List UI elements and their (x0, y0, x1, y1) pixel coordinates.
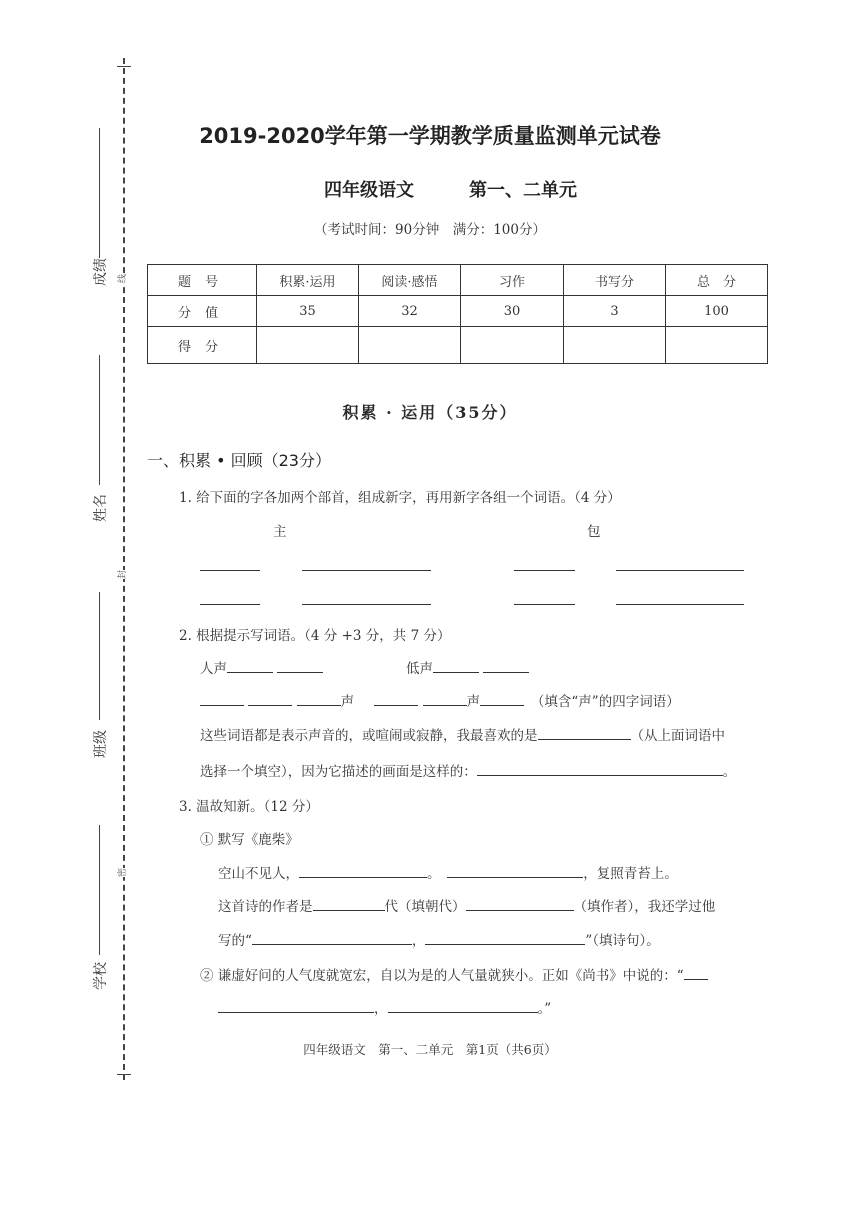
grade-subject: 四年级语文 (324, 180, 414, 201)
answer-blank[interactable] (302, 604, 431, 605)
score-cell-total[interactable] (666, 327, 768, 364)
sheng-char: 声 (340, 694, 355, 710)
margin-label-score: 成绩 (93, 258, 109, 286)
line-text: （填作者），我还学过他 (573, 899, 716, 915)
question-2: 2. 根据提示写词语。（4 分 +3 分，共 7 分） (179, 628, 451, 644)
answer-blank[interactable] (302, 570, 431, 571)
answer-blank[interactable] (433, 658, 479, 673)
binding-char-feng: 封 (115, 570, 128, 579)
answer-blank[interactable] (200, 604, 260, 605)
comma: ， (374, 1001, 388, 1017)
label-disheng: 低声 (406, 661, 433, 677)
value-writing: 30 (461, 296, 564, 327)
answer-blank[interactable] (200, 570, 260, 571)
sentence-text: （从上面词语中 (630, 728, 725, 744)
q2-note: （填含“声”的四字词语） (530, 694, 680, 710)
answer-blank[interactable] (616, 570, 744, 571)
sentence-text: 选择一个填空），因为它描述的画面是这样的： (200, 764, 477, 780)
answer-blank[interactable] (277, 658, 323, 673)
answer-blank[interactable] (425, 930, 585, 945)
q3-sub2-blanks (218, 997, 551, 1017)
unit-title: 第一、二单元 (469, 180, 577, 201)
line-text: 代（填朝代） (384, 899, 466, 915)
answer-blank[interactable] (477, 761, 723, 776)
answer-blank[interactable] (447, 863, 583, 878)
score-cell-reading[interactable] (359, 327, 461, 364)
margin-label-school: 学校 (93, 962, 109, 990)
answer-blank[interactable] (252, 930, 412, 945)
line-text: ”（填诗句）。 (585, 933, 660, 949)
part-heading: 一、积累 • 回顾（23分） (147, 451, 331, 470)
answer-blank[interactable] (313, 896, 385, 911)
period: 。 (722, 764, 737, 780)
q2-row1-left (200, 657, 323, 677)
answer-blank[interactable] (227, 658, 273, 673)
exam-info: （考试时间：90分钟 满分：100分） (314, 222, 546, 238)
q2-row1-right (406, 657, 529, 677)
row-label-number: 题号 (148, 265, 257, 296)
question-3: 3. 温故知新。（12 分） (179, 799, 319, 815)
poem-text: ，复照青苔上。 (583, 866, 678, 882)
margin-label-class: 班级 (93, 730, 109, 758)
answer-blank[interactable] (388, 998, 538, 1013)
q3-poem-quote (218, 929, 660, 949)
answer-blank[interactable] (684, 965, 708, 980)
answer-blank[interactable] (514, 570, 575, 571)
col-accumulate: 积累·运用 (257, 265, 359, 296)
section-heading: 积累 · 运用（35分） (342, 403, 518, 422)
value-handwriting: 3 (564, 296, 666, 327)
label-rensheng: 人声 (200, 661, 227, 677)
q3-sub2 (200, 964, 708, 984)
sheng-char: 声 (466, 694, 481, 710)
q2-sentence-1 (200, 724, 725, 744)
sentence-text: 这些词语都是表示声音的，或喧闹或寂静，我最喜欢的是 (200, 728, 538, 744)
answer-blank[interactable] (299, 863, 427, 878)
line-text: 这首诗的作者是 (218, 899, 313, 915)
school-line (99, 825, 100, 955)
binding-char-xian: 线 (115, 274, 128, 283)
col-reading: 阅读·感悟 (359, 265, 461, 296)
binding-tick-bottom (117, 1074, 131, 1075)
col-handwriting: 书写分 (564, 265, 666, 296)
char-bao: 包 (587, 524, 601, 540)
binding-tick-top (117, 66, 131, 67)
margin-label-name: 姓名 (93, 494, 109, 522)
answer-blank[interactable] (200, 691, 244, 706)
class-line (99, 592, 100, 720)
score-table (147, 264, 768, 364)
line-text: ， (411, 933, 426, 949)
binding-char-mi: 密 (115, 868, 128, 877)
value-accumulate: 35 (257, 296, 359, 327)
answer-blank[interactable] (483, 658, 529, 673)
answer-blank[interactable] (423, 691, 467, 706)
q2-row2 (200, 690, 680, 710)
q3-author-line (218, 895, 715, 915)
row-label-value: 分值 (148, 296, 257, 327)
quote-end: 。” (537, 1001, 552, 1017)
poem-text: 。 (427, 866, 441, 882)
row-label-score: 得分 (148, 327, 257, 364)
answer-blank[interactable] (480, 691, 524, 706)
score-cell-handwriting[interactable] (564, 327, 666, 364)
char-zhu: 主 (273, 524, 287, 540)
line-text: 写的“ (218, 933, 252, 949)
answer-blank[interactable] (616, 604, 744, 605)
answer-blank[interactable] (248, 691, 292, 706)
value-total: 100 (666, 296, 768, 327)
value-reading: 32 (359, 296, 461, 327)
col-writing: 习作 (461, 265, 564, 296)
question-1: 1. 给下面的字各加两个部首，组成新字，再用新字各组一个词语。（4 分） (179, 490, 621, 506)
q3-poem-line (218, 862, 678, 882)
col-total: 总 分 (666, 265, 768, 296)
q2-sentence-2 (200, 760, 736, 780)
page-title: 2019-2020学年第一学期教学质量监测单元试卷 (199, 124, 661, 148)
q3-sub1-title: ① 默写《鹿柴》 (200, 832, 299, 848)
answer-blank[interactable] (538, 725, 631, 740)
answer-blank[interactable] (374, 691, 418, 706)
score-cell-accumulate[interactable] (257, 327, 359, 364)
answer-blank[interactable] (218, 998, 374, 1013)
answer-blank[interactable] (514, 604, 575, 605)
answer-blank[interactable] (297, 691, 341, 706)
score-cell-writing[interactable] (461, 327, 564, 364)
answer-blank[interactable] (466, 896, 574, 911)
sub2-text: ② 谦虚好问的人气度就宽宏，自以为是的人气量就狭小。正如《尚书》中说的：“ (200, 968, 684, 984)
page-footer: 四年级语文 第一、二单元 第1页（共6页） (303, 1042, 557, 1057)
poem-text: 空山不见人， (218, 866, 299, 882)
